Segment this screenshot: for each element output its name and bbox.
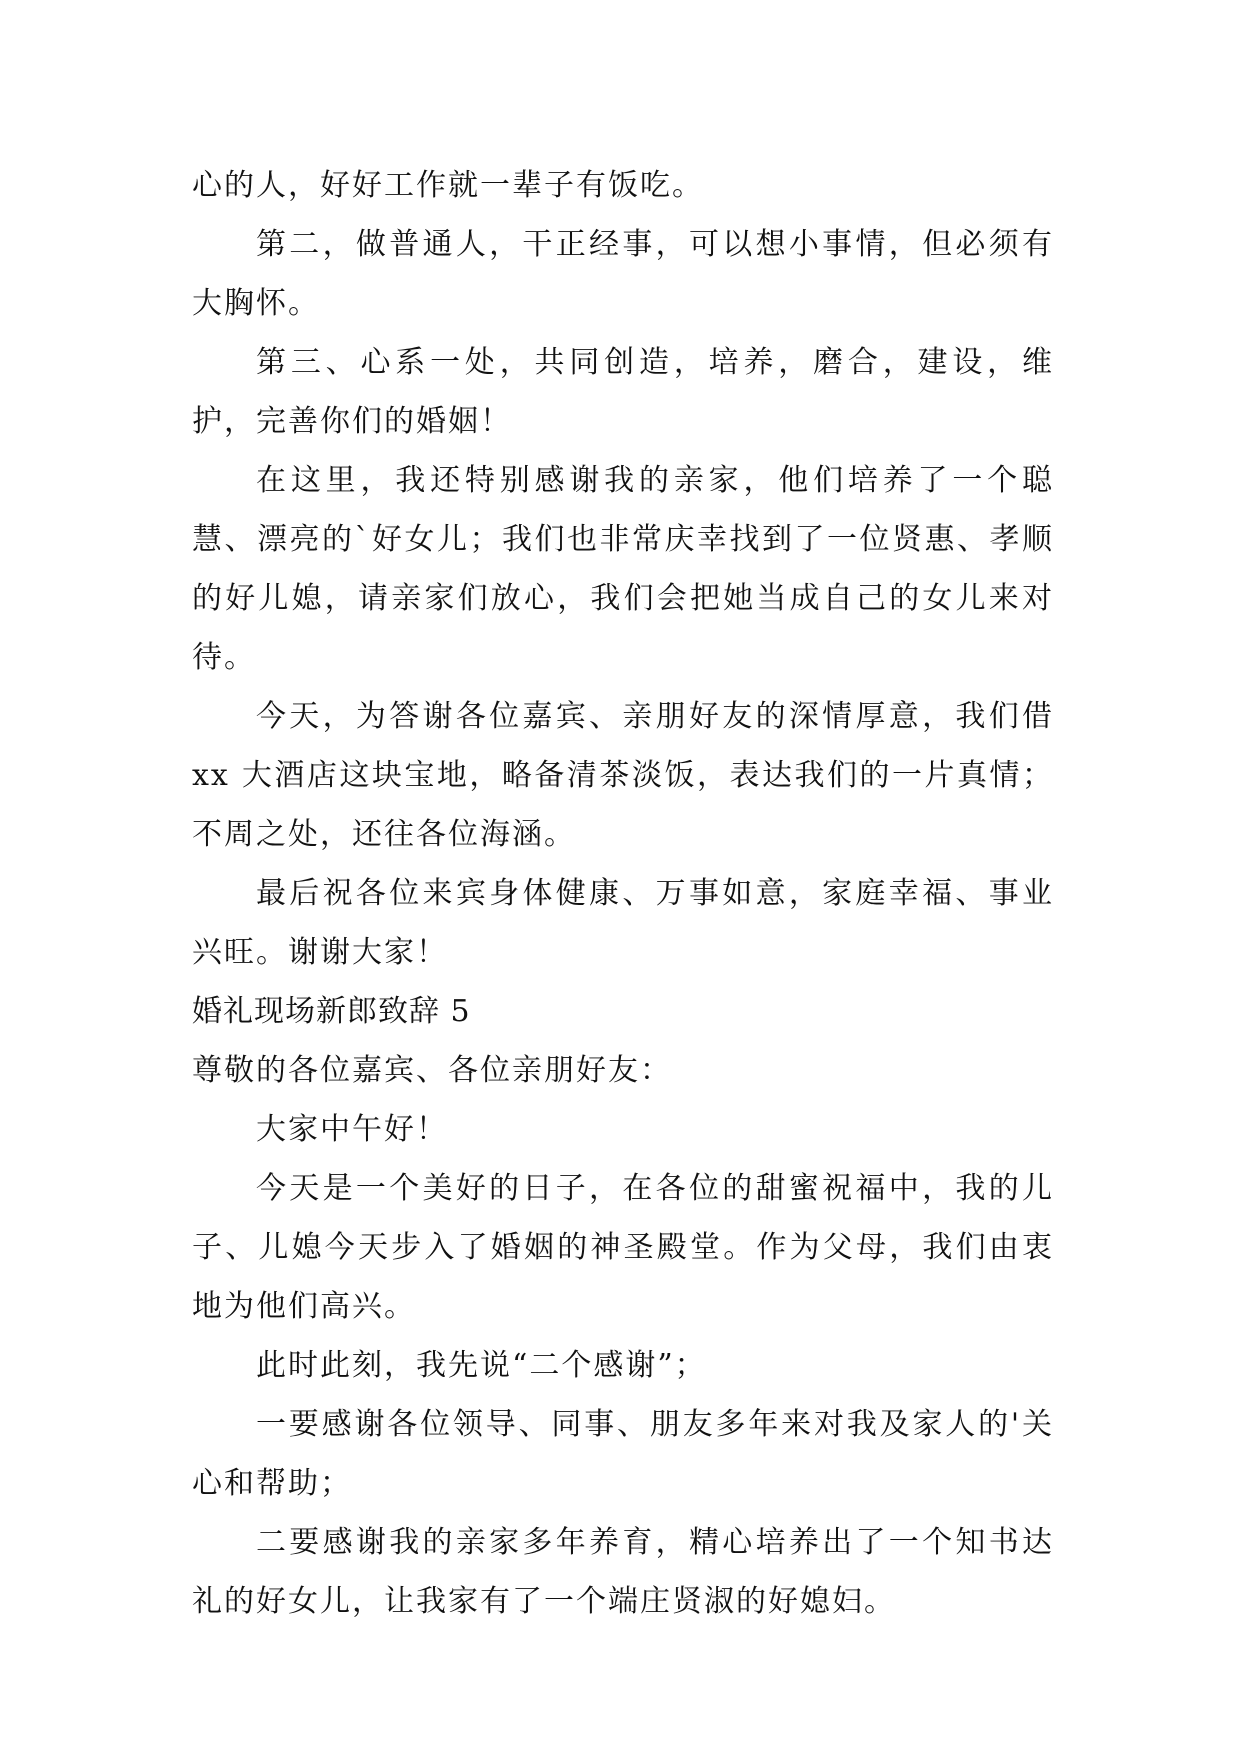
paragraph: 二要感谢我的亲家多年养育，精心培养出了一个知书达礼的好女儿，让我家有了一个端庄贤淑的好媳妇。: [192, 1525, 1054, 1619]
paragraph: 一要感谢各位领导、同事、朋友多年来对我及家人的'关心和帮助；: [192, 1407, 1054, 1501]
paragraph: 心的人，好好工作就一辈子有饭吃。: [192, 168, 704, 203]
paragraph: 今天是一个美好的日子，在各位的甜蜜祝福中，我的儿子、儿媳今天步入了婚姻的神圣殿堂。作为父母，我们由衷地为他们高兴。: [192, 1171, 1054, 1324]
salutation: 尊敬的各位嘉宾、各位亲朋好友：: [192, 1053, 672, 1088]
paragraph: 第三、心系一处，共同创造，培养，磨合，建设，维护，完善你们的婚姻！: [192, 345, 1054, 439]
section-heading: 婚礼现场新郎致辞 5: [192, 994, 471, 1029]
paragraph: 在这里，我还特别感谢我的亲家，他们培养了一个聪慧、漂亮的`好女儿；我们也非常庆幸找到了一位贤惠、孝顺的好儿媳，请亲家们放心，我们会把她当成自己的女儿来对待。: [192, 463, 1054, 675]
paragraph: 今天，为答谢各位嘉宾、亲朋好友的深情厚意，我们借 xx 大酒店这块宝地，略备清茶淡饭，表达我们的一片真情；不周之处，还往各位海涵。: [192, 699, 1054, 852]
greeting: 大家中午好！: [256, 1112, 448, 1147]
paragraph: 最后祝各位来宾身体健康、万事如意，家庭幸福、事业兴旺。谢谢大家！: [192, 876, 1054, 970]
document-page: [192, 156, 1054, 1631]
paragraph: 此时此刻，我先说“二个感谢”；: [256, 1348, 707, 1383]
paragraph: 第二，做普通人，干正经事，可以想小事情，但必须有大胸怀。: [192, 227, 1054, 321]
